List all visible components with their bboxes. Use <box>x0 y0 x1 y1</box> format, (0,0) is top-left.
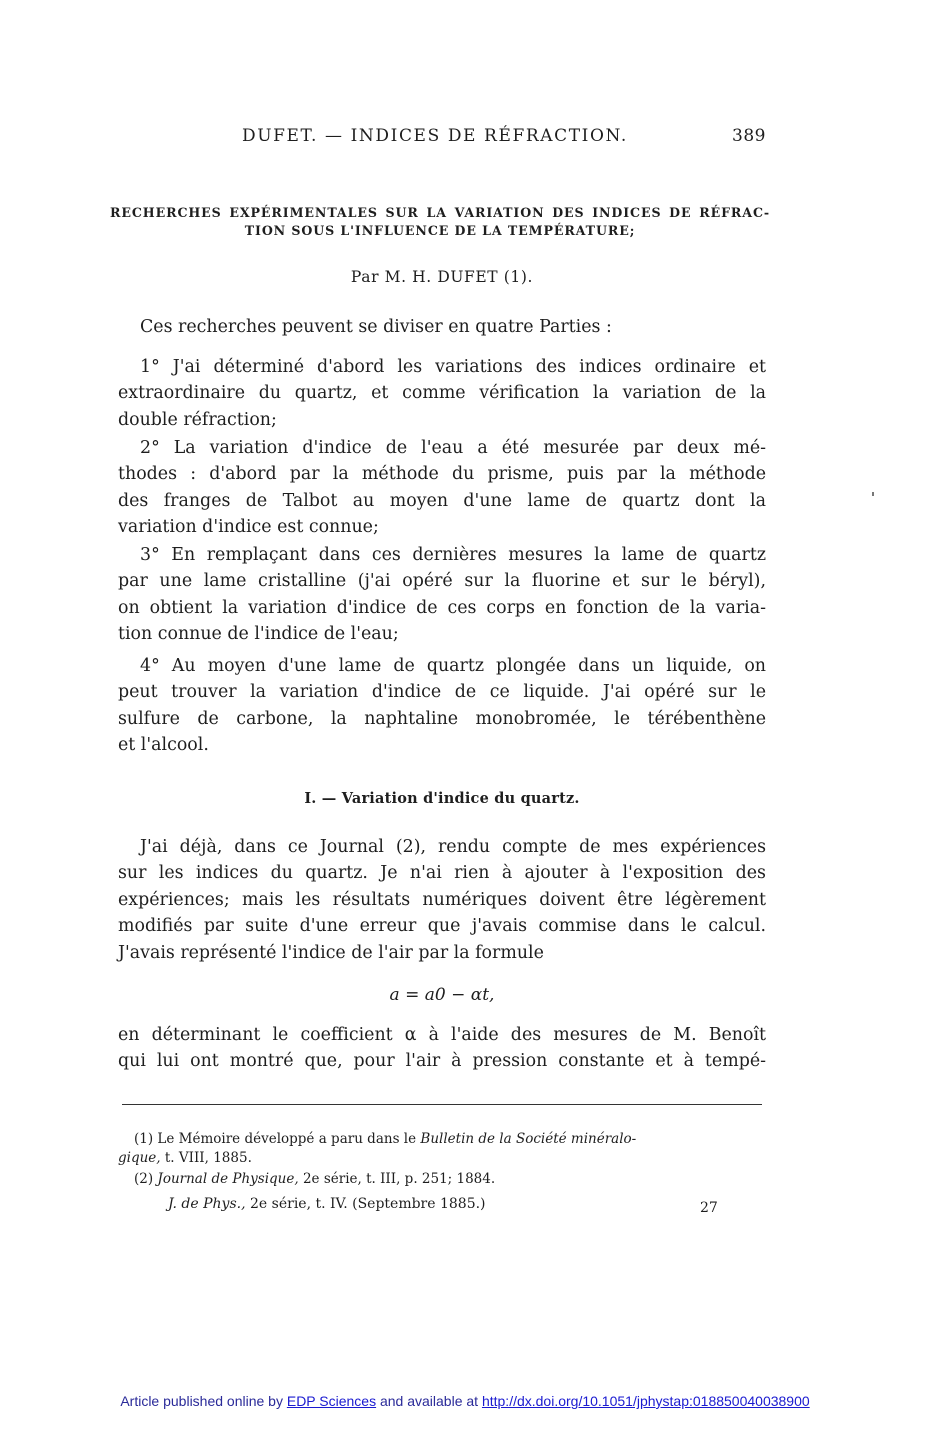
text-line: thodes : d'abord par la méthode du prisme, puis par la méthode <box>118 464 766 485</box>
text-line: sur les indices du quartz. Je n'ai rien à ajouter à l'exposition des <box>118 863 766 884</box>
signature-number: 27 <box>700 1200 718 1216</box>
text-line: peut trouver la variation d'indice de ce liquide. J'ai opéré sur le <box>118 682 766 703</box>
footnote-text: 2e série, t. III, p. 251; 1884. <box>302 1171 496 1187</box>
running-head-title: DUFET. — INDICES DE RÉFRACTION. <box>242 126 628 146</box>
journal-abbrev: J. de Phys., <box>168 1196 246 1212</box>
formula: a = a0 − αt, <box>389 985 495 1005</box>
journal-issue: 2e série, t. IV. (Septembre 1885.) <box>250 1196 486 1212</box>
author-footnote-ref: (1). <box>503 268 534 286</box>
text-line: 4° Au moyen d'une lame de quartz plongée dans un liquide, on <box>140 656 766 676</box>
intro-paragraph <box>118 314 766 340</box>
footnote-italic: Journal de Physique, <box>157 1171 299 1187</box>
footnote-rule <box>122 1104 762 1105</box>
footnote-italic: gique, <box>118 1150 161 1166</box>
text-line: J'avais représenté l'indice de l'air par la formule <box>118 942 544 963</box>
publication-footer <box>0 1393 930 1409</box>
paragraph-2 <box>118 435 766 541</box>
running-header <box>118 126 766 150</box>
article-title <box>110 204 770 240</box>
doi-link[interactable]: http://dx.doi.org/10.1051/jphystap:018850040038900 <box>481 1393 810 1409</box>
paragraph-5 <box>118 834 766 966</box>
footnote-1 <box>118 1130 766 1168</box>
footer-prefix: Article published online by <box>120 1393 283 1409</box>
text-line: 2° La variation d'indice de l'eau a été mesurée par deux mé- <box>140 438 766 458</box>
text-line: qui lui ont montré que, pour l'air à pression constante et à tempé- <box>118 1051 766 1072</box>
text-line: tion connue de l'indice de l'eau; <box>118 624 399 645</box>
paragraph-3 <box>118 542 766 648</box>
text-line: extraordinaire du quartz, et comme vérification la variation de la <box>118 383 766 404</box>
title-line-1: RECHERCHES EXPÉRIMENTALES SUR LA VARIATION DES INDICES DE RÉFRAC- <box>110 205 770 220</box>
paragraph-1 <box>118 354 766 433</box>
text-line: 3° En remplaçant dans ces dernières mesures la lame de quartz <box>140 545 766 565</box>
text-line: Ces recherches peuvent se diviser en quatre Parties : <box>140 317 612 337</box>
text-line: en déterminant le coefficient α à l'aide des mesures de M. Benoît <box>118 1025 766 1045</box>
text-line: modifiés par suite d'une erreur que j'avais commise dans le calcul. <box>118 916 766 937</box>
footnote-2 <box>118 1170 766 1189</box>
footer-middle: and available at <box>379 1393 479 1409</box>
text-line: J'ai déjà, dans ce Journal (2), rendu compte de mes expériences <box>140 837 766 857</box>
page-number: 389 <box>732 126 766 146</box>
text-line: et l'alcool. <box>118 735 209 756</box>
text-line: par une lame cristalline (j'ai opéré sur la fluorine et sur le béryl), <box>118 571 766 592</box>
publisher-link[interactable]: EDP Sciences <box>286 1393 377 1409</box>
footnote-mark: (1) <box>134 1131 154 1147</box>
title-line-2: TION SOUS L'INFLUENCE DE LA TEMPÉRATURE; <box>244 223 636 238</box>
footnote-mark: (2) <box>134 1171 154 1187</box>
journal-signature <box>168 1196 486 1212</box>
footnote-text: t. VIII, 1885. <box>164 1150 252 1166</box>
scan-speck <box>872 492 874 496</box>
text-line: variation d'indice est connue; <box>118 517 379 538</box>
text-line: double réfraction; <box>118 409 277 430</box>
text-line: expériences; mais les résultats numériques doivent être légèrement <box>118 889 766 910</box>
text-line: on obtient la variation d'indice de ces corps en fonction de la varia- <box>118 597 766 618</box>
footnote-text: Le Mémoire développé a paru dans le <box>157 1131 417 1147</box>
author-line <box>118 268 766 286</box>
section-heading: I. — Variation d'indice du quartz. <box>304 790 580 807</box>
text-line: 1° J'ai déterminé d'abord les variations des indices ordinaire et <box>140 357 766 377</box>
footnote-line <box>118 1149 766 1168</box>
text-line: des franges de Talbot au moyen d'une lame de quartz dont la <box>118 490 766 511</box>
footnote-italic: Bulletin de la Société minéralo- <box>420 1131 637 1147</box>
footnote-line <box>118 1130 766 1149</box>
text-line: sulfure de carbone, la naphtaline monobromée, le térébenthène <box>118 708 766 729</box>
footnote-line <box>118 1170 766 1189</box>
paragraph-4 <box>118 653 766 759</box>
author-name: Par M. H. DUFET <box>350 268 499 286</box>
paragraph-6 <box>118 1022 766 1075</box>
